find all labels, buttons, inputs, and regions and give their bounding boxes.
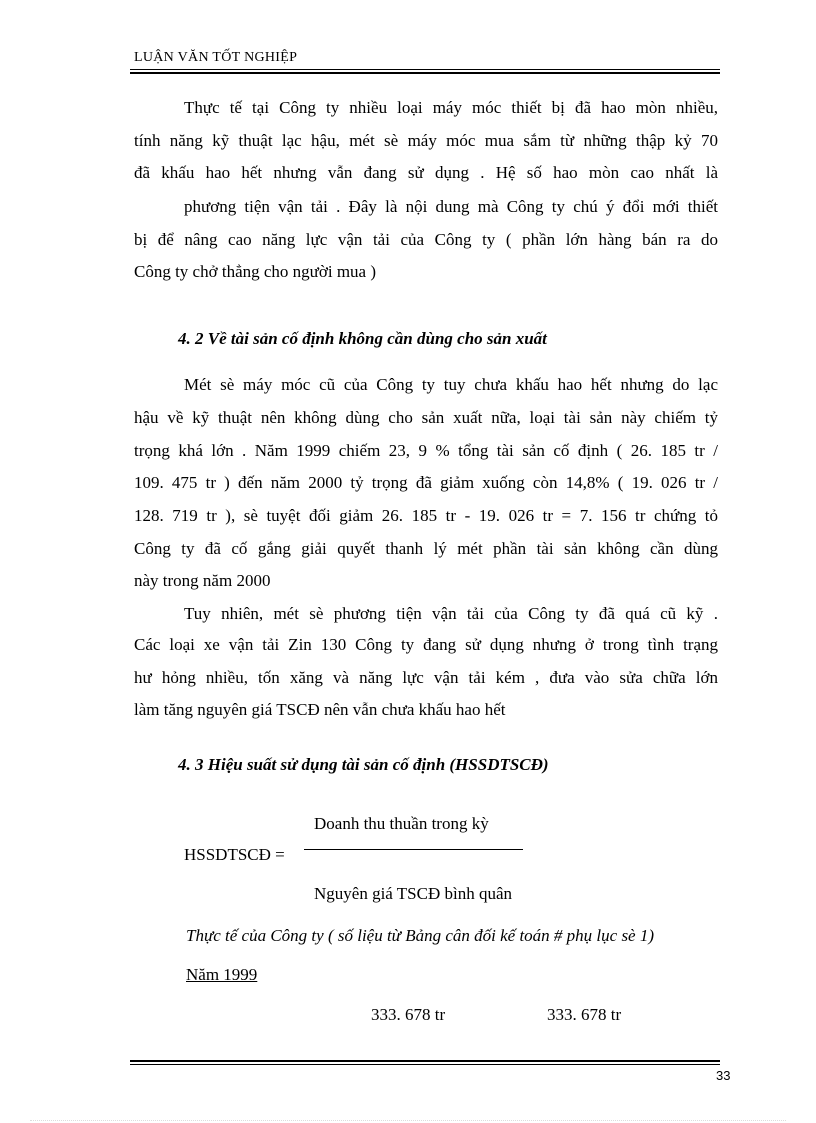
value-cell: 333. 678 tr (371, 1005, 446, 1024)
value-cell: 333. 678 tr (547, 1005, 622, 1024)
paragraph-line: 109. 475 tr ) đến năm 2000 tỷ trọng đã giảm xuống còn 14,8% ( 19. 026 tr / (134, 473, 718, 492)
footer-rule (130, 1060, 720, 1065)
paragraph-line: Các loại xe vận tải Zin 130 Công ty đang sử dụng nhưng ở trong tình trạng (134, 635, 718, 654)
running-header: LUẬN VĂN TỐT NGHIỆP (134, 50, 298, 65)
formula-numerator: Doanh thu thuần trong kỳ (314, 814, 489, 833)
header-rule (130, 69, 720, 74)
paragraph-line: Tuy nhiên, mét sè phương tiện vận tải của Công ty đã quá cũ kỹ . (184, 604, 718, 623)
fraction-bar (304, 849, 523, 850)
year-label: Năm 1999 (186, 965, 258, 984)
source-note: Thực tế của Công ty ( số liệu từ Bảng cân đối kế toán # phụ lục sè 1) (186, 926, 655, 945)
paragraph-line: Công ty chở thẳng cho người mua ) (134, 262, 377, 281)
paragraph-line: làm tăng nguyên giá TSCĐ nên vẫn chưa khấu hao hết (134, 700, 506, 719)
formula-lhs: HSSDTSCĐ = (184, 845, 285, 864)
paragraph-line: phương tiện vận tải . Đây là nội dung mà Công ty chú ý đổi mới thiết (184, 197, 718, 216)
paragraph-line: trọng khá lớn . Năm 1999 chiếm 23, 9 % tổng tài sản cố định ( 26. 185 tr / (134, 441, 718, 460)
paragraph-line: Thực tế tại Công ty nhiều loại máy móc thiết bị đã hao mòn nhiều, (184, 98, 718, 117)
page-number: 33 (716, 1068, 731, 1083)
formula-denominator: Nguyên giá TSCĐ bình quân (314, 884, 513, 903)
paragraph-line: Công ty đã cố gắng giải quyết thanh lý mét phần tài sản không cần dùng (134, 539, 718, 558)
page-edge-divider (30, 1120, 786, 1121)
section-heading: 4. 3 Hiệu suất sử dụng tài sản cố định (HSSDTSCĐ) (178, 755, 549, 774)
paragraph-line: này trong năm 2000 (134, 571, 271, 590)
paragraph-line: hư hỏng nhiều, tốn xăng và năng lực vận tải kém , đưa vào sửa chữa lớn (134, 668, 718, 687)
paragraph-line: bị để nâng cao năng lực vận tải của Công ty ( phần lớn hàng bán ra do (134, 230, 718, 249)
paragraph-line: đã khấu hao hết nhưng vẫn đang sử dụng . Hệ số hao mòn cao nhất là (134, 163, 718, 182)
paragraph-line: 128. 719 tr ), sè tuyệt đối giảm 26. 185 tr - 19. 026 tr = 7. 156 tr chứng tỏ (134, 506, 718, 525)
paragraph-line: Mét sè máy móc cũ của Công ty tuy chưa khấu hao hết nhưng do lạc (184, 375, 718, 394)
paragraph-line: tính năng kỹ thuật lạc hậu, mét sè máy móc mua sắm từ những thập kỷ 70 (134, 131, 718, 150)
paragraph-line: hậu về kỹ thuật nên không dùng cho sản xuất nữa, loại tài sản này chiếm tỷ (134, 408, 718, 427)
section-heading: 4. 2 Về tài sản cố định không cần dùng cho sản xuất (178, 329, 547, 348)
